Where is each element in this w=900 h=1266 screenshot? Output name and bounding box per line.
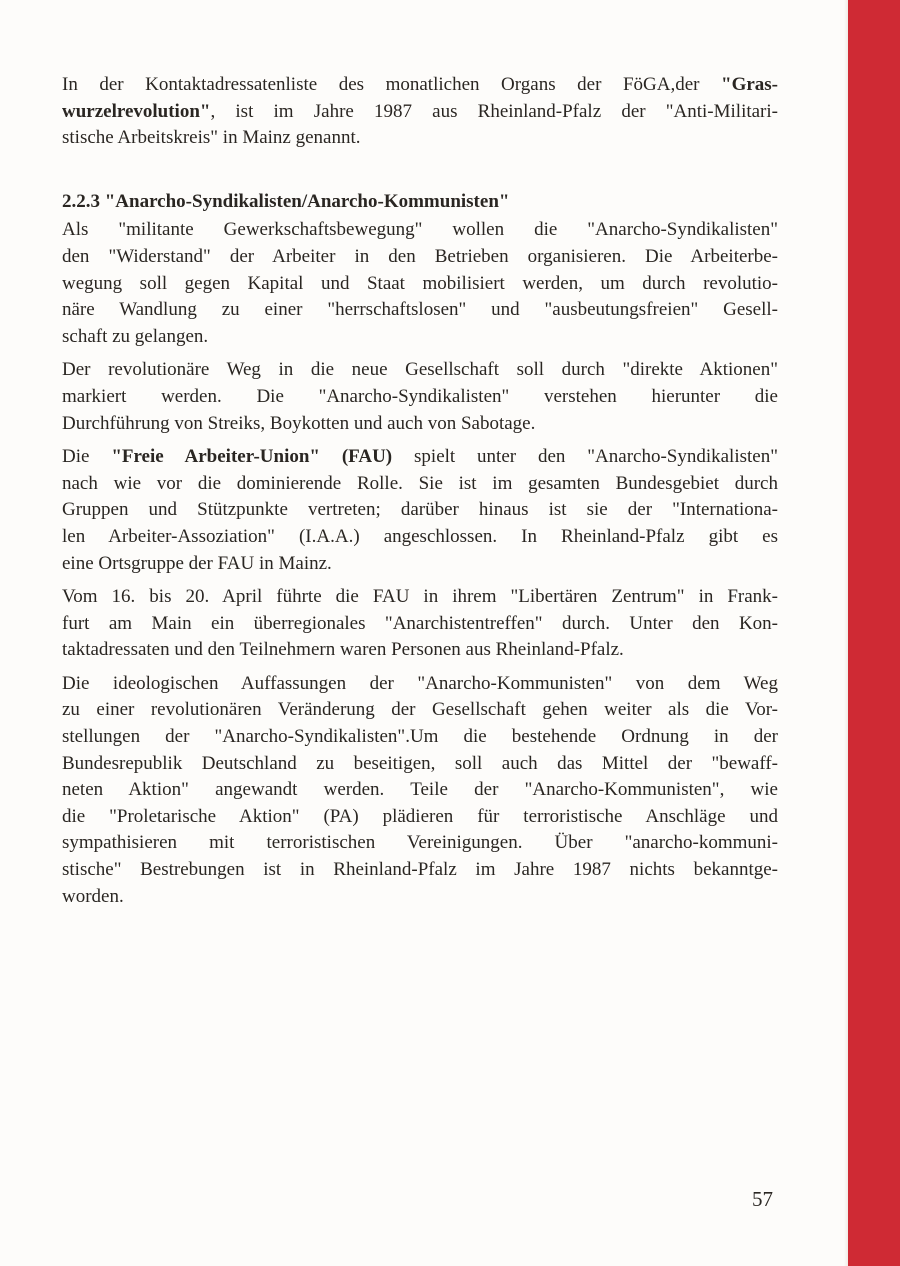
publication-name-part-2: wurzelrevolution" <box>62 100 211 122</box>
text-line: zu einer revolutionären Veränderung der Gesellschaft gehen weiter als die Vor- <box>62 699 778 721</box>
text-line: len Arbeiter-Assoziation" (I.A.A.) angeschlossen. In Rheinland-Pfalz gibt es <box>62 525 778 547</box>
text-fragment: Die <box>62 446 112 468</box>
text-line: stellungen der "Anarcho-Syndikalisten".Um die bestehende Ordnung in der <box>62 726 778 748</box>
publication-name-part-1: "Gras- <box>721 74 778 95</box>
text-line: Als "militante Gewerkschaftsbewegung" wollen die "Anarcho-Syndikalisten" <box>62 219 778 241</box>
intro-text: In der Kontaktadressatenliste des monatlichen Organs der FöGA,der <box>62 74 722 95</box>
page-number: 57 <box>752 1187 773 1211</box>
text-line: nach wie vor die dominierende Rolle. Sie ist im gesamten Bundesgebiet durch <box>62 472 778 494</box>
text-line: schaft zu gelangen. <box>62 325 209 347</box>
text-line: furt am Main ein überregionales "Anarchistentreffen" durch. Unter den Kon- <box>62 612 778 634</box>
intro-line-1 <box>62 72 778 99</box>
paragraph-fau <box>62 444 778 577</box>
text-line: taktadressaten und den Teilnehmern waren Personen aus Rheinland-Pfalz. <box>62 639 624 661</box>
text-line: eine Ortsgruppe der FAU in Mainz. <box>62 552 332 574</box>
text-line: sympathisieren mit terroristischen Vereinigungen. Über "anarcho-kommuni- <box>62 832 778 854</box>
paragraph-direct-actions <box>62 357 778 437</box>
text-line: Vom 16. bis 20. April führte die FAU in ihrem "Libertären Zentrum" in Frank- <box>62 586 778 608</box>
text-line: worden. <box>62 885 124 907</box>
organization-name: "Freie Arbeiter-Union" (FAU) <box>111 446 393 468</box>
text-line: den "Widerstand" der Arbeiter in den Betrieben organisieren. Die Arbeiterbe- <box>62 245 778 267</box>
text-line: die "Proletarische Aktion" (PA) plädieren für terroristische Anschläge und <box>62 805 778 827</box>
red-margin-strip <box>848 0 900 1266</box>
intro-text: , ist im Jahre 1987 aus Rheinland-Pfalz der "Anti-Militari- <box>210 100 778 122</box>
text-line: stische" Bestrebungen ist in Rheinland-Pfalz im Jahre 1987 nichts bekanntge- <box>62 859 778 881</box>
text-line: Durchführung von Streiks, Boykotten und auch von Sabotage. <box>62 412 536 434</box>
text-line: neten Aktion" angewandt werden. Teile der "Anarcho-Kommunisten", wie <box>62 779 778 801</box>
text-line <box>62 444 778 471</box>
text-line: markiert werden. Die "Anarcho-Syndikalisten" verstehen hierunter die <box>62 385 778 407</box>
text-line: Bundesrepublik Deutschland zu beseitigen, soll auch das Mittel der "bewaff- <box>62 752 778 774</box>
intro-line-2 <box>62 99 778 126</box>
text-line: wegung soll gegen Kapital und Staat mobilisiert werden, um durch revolutio- <box>62 272 778 294</box>
paragraph-communists <box>62 671 778 910</box>
text-line: näre Wandlung zu einer "herrschaftslosen" und "ausbeutungsfreien" Gesell- <box>62 299 778 321</box>
section-heading: 2.2.3 "Anarcho-Syndikalisten/Anarcho-Kommunisten" <box>62 190 510 212</box>
intro-line-3: stische Arbeitskreis" in Mainz genannt. <box>62 127 361 149</box>
paragraph-syndicalists-goal <box>62 217 778 350</box>
paragraph-meeting <box>62 584 778 664</box>
text-line: Gruppen und Stützpunkte vertreten; darüber hinaus ist sie der "Internationa- <box>62 499 778 521</box>
intro-paragraph <box>62 72 778 152</box>
body-text <box>62 72 778 917</box>
text-line: Der revolutionäre Weg in die neue Gesellschaft soll durch "direkte Aktionen" <box>62 359 778 381</box>
text-fragment: spielt unter den "Anarcho-Syndikalisten" <box>392 446 778 468</box>
text-line: Die ideologischen Auffassungen der "Anarcho-Kommunisten" von dem Weg <box>62 672 778 694</box>
